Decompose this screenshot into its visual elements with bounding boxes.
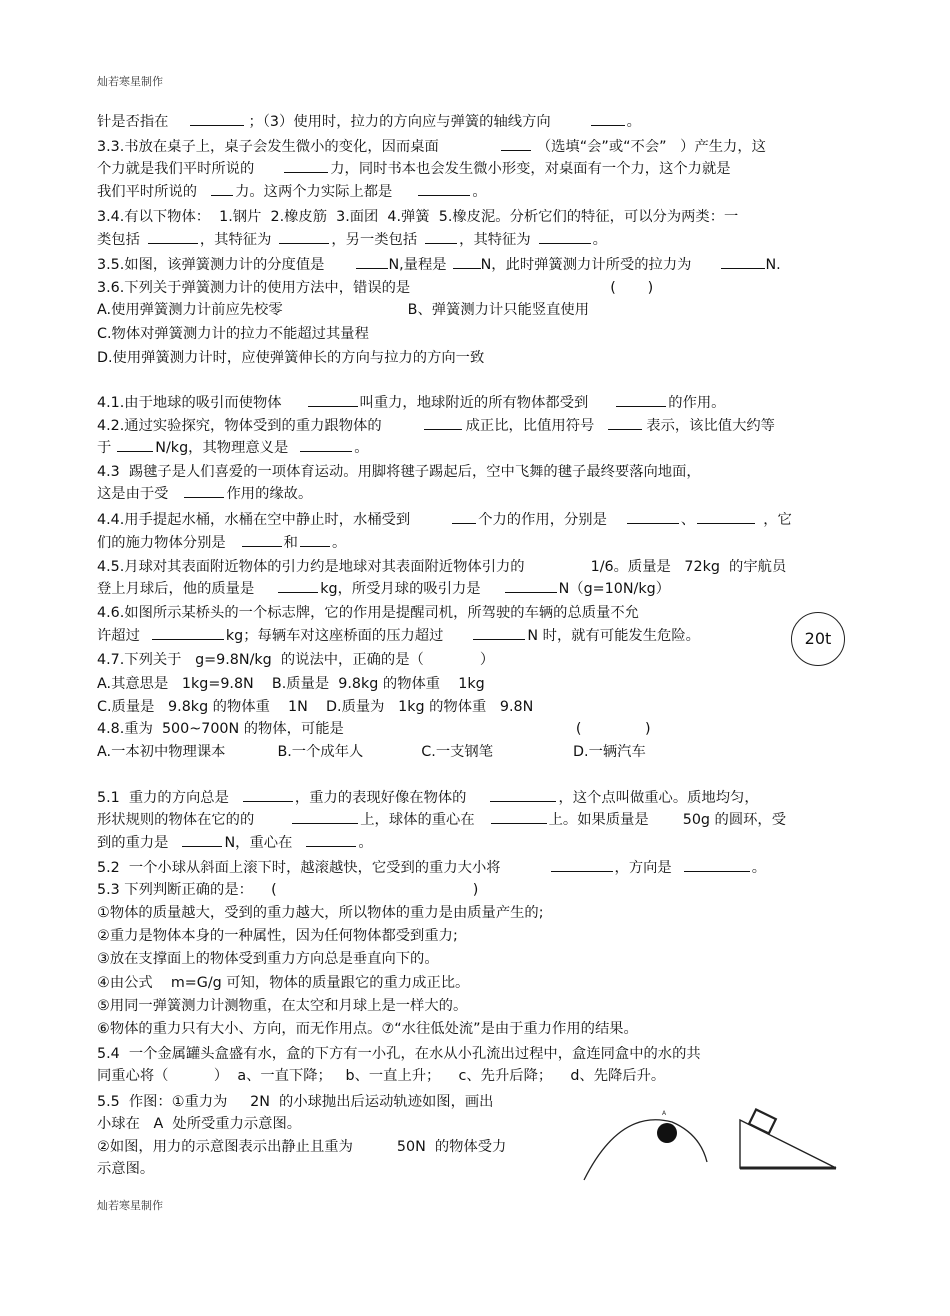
option-line: D.使用弹簧测力计时，应使弹簧伸长的方向与拉力的方向一致 bbox=[97, 350, 485, 366]
line: 们的施力物体分别是 和 。 bbox=[97, 535, 347, 551]
header-watermark: 灿若寒星制作 bbox=[97, 75, 163, 88]
line: 3.3.书放在桌子上，桌子会发生微小的变化，因而桌面 （选填“会”或“不会” ）产生力，这 bbox=[97, 139, 766, 155]
line: 5.1 重力的方向总是 ，重力的表现好像在物体的 ，这个点叫做重心。质地均匀， bbox=[97, 790, 759, 806]
line: 3.4.有以下物体： 1.钢片 2.橡皮筋 3.面团 4.弹簧 5.橡皮泥。分析它们的特征，可以分为两类：一 bbox=[97, 209, 739, 225]
line: 许超过 kg；每辆车对这座桥面的压力超过 N 时，就有可能发生危险。 bbox=[97, 628, 700, 644]
line: 5.5 作图：①重力为 2N 的小球抛出后运动轨迹如图，画出 bbox=[97, 1094, 494, 1110]
option-line: A.使用弹簧测力计前应先校零 B、弹簧测力计只能竖直使用 bbox=[97, 302, 590, 318]
option-line: C.质量是 9.8kg 的物体重 1N D.质量为 1kg 的物体重 9.8N bbox=[97, 699, 534, 715]
line: 4.7.下列关于 g=9.8N/kg 的说法中，正确的是（ ） bbox=[97, 652, 495, 668]
option-line: A.其意思是 1kg=9.8N B.质量是 9.8kg 的物体重 1kg bbox=[97, 676, 485, 692]
statement-line: ③放在支撑面上的物体受到重力方向总是垂直向下的。 bbox=[97, 951, 439, 967]
line: 于 N/kg，其物理意义是 。 bbox=[97, 440, 369, 456]
line: 5.3 下列判断正确的是： ( ) bbox=[97, 882, 479, 898]
point-a-label: A bbox=[662, 1110, 667, 1117]
line: 形状规则的物体在它的的 上，球体的重心在 上。如果质量是 50g 的圆环，受 bbox=[97, 812, 787, 828]
option-line: A.一本初中物理课本 B.一个成年人 C.一支钢笔 D.一辆汽车 bbox=[97, 744, 646, 760]
incline-block-figure bbox=[732, 1106, 842, 1176]
line: 这是由于受 作用的缘故。 bbox=[97, 486, 313, 502]
line: 到的重力是 N，重心在 。 bbox=[97, 835, 373, 851]
line: 同重心将（ ） a、一直下降； b、一直上升； c、先升后降； d、先降后升。 bbox=[97, 1068, 666, 1084]
line: 4.1.由于地球的吸引而使物体 叫重力，地球附近的所有物体都受到 的作用。 bbox=[97, 395, 726, 411]
line: 5.4 一个金属罐头盒盛有水，盒的下方有一小孔，在水从小孔流出过程中，盒连同盒中的水的共 bbox=[97, 1046, 701, 1062]
statement-line: ②重力是物体本身的一种属性，因为任何物体都受到重力; bbox=[97, 928, 458, 944]
line: 4.3 踢毽子是人们喜爱的一项体育运动。用脚将毽子踢起后，空中飞舞的毽子最终要落向地面， bbox=[97, 464, 701, 480]
statement-line: ⑤用同一弹簧测力计测物重，在太空和月球上是一样大的。 bbox=[97, 998, 468, 1014]
statement-line: ①物体的质量越大，受到的重力越大，所以物体的重力是由质量产生的; bbox=[97, 905, 544, 921]
line: 我们平时所说的 力。这两个力实际上都是 。 bbox=[97, 184, 487, 200]
line: 示意图。 bbox=[97, 1161, 155, 1177]
line: 登上月球后，他的质量是 kg，所受月球的吸引力是 N（g=10N/kg） bbox=[97, 581, 670, 597]
line: 4.2.通过实验探究，物体受到的重力跟物体的 成正比，比值用符号 表示，该比值大约等 bbox=[97, 418, 775, 434]
line: 个力就是我们平时所说的 力，同时书本也会发生微小形变，对桌面有一个力，这个力就是 bbox=[97, 161, 731, 177]
statement-line: ⑥物体的重力只有大小、方向，而无作用点。⑦“水往低处流”是由于重力作用的结果。 bbox=[97, 1021, 638, 1037]
line: 4.8.重为 500~700N 的物体，可能是 ( ) bbox=[97, 721, 651, 737]
line: 类包括 ，其特征为 ，另一类包括 ，其特征为 。 bbox=[97, 232, 607, 248]
footer-watermark: 灿若寒星制作 bbox=[97, 1199, 163, 1212]
line: 5.2 一个小球从斜面上滚下时，越滚越快，它受到的重力大小将 ，方向是 。 bbox=[97, 860, 767, 876]
option-line: C.物体对弹簧测力计的拉力不能超过其量程 bbox=[97, 326, 369, 342]
line: 3.5.如图，该弹簧测力计的分度值是 N,量程是 N，此时弹簧测力计所受的拉力为 N. bbox=[97, 257, 781, 273]
line: ②如图，用力的示意图表示出静止且重为 50N 的物体受力 bbox=[97, 1139, 507, 1155]
statement-line: ④由公式 m=G/g 可知，物体的质量跟它的重力成正比。 bbox=[97, 975, 470, 991]
ball-trajectory-figure bbox=[580, 1102, 710, 1182]
line: 4.6.如图所示某桥头的一个标志牌，它的作用是提醒司机，所驾驶的车辆的总质量不允 bbox=[97, 605, 639, 621]
line: 小球在 A 处所受重力示意图。 bbox=[97, 1116, 302, 1132]
line: 针是否指在 ；（3）使用时，拉力的方向应与弹簧的轴线方向 。 bbox=[97, 114, 641, 130]
bridge-weight-sign: 20t bbox=[791, 612, 845, 666]
line: 4.4.用手提起水桶，水桶在空中静止时，水桶受到 个力的作用，分别是 、 ，它 bbox=[97, 512, 792, 528]
line: 3.6.下列关于弹簧测力计的使用方法中，错误的是 ( ) bbox=[97, 280, 654, 296]
line: 4.5.月球对其表面附近物体的引力约是地球对其表面附近物体引力的 1/6。质量是 72kg 的宇航员 bbox=[97, 559, 787, 575]
